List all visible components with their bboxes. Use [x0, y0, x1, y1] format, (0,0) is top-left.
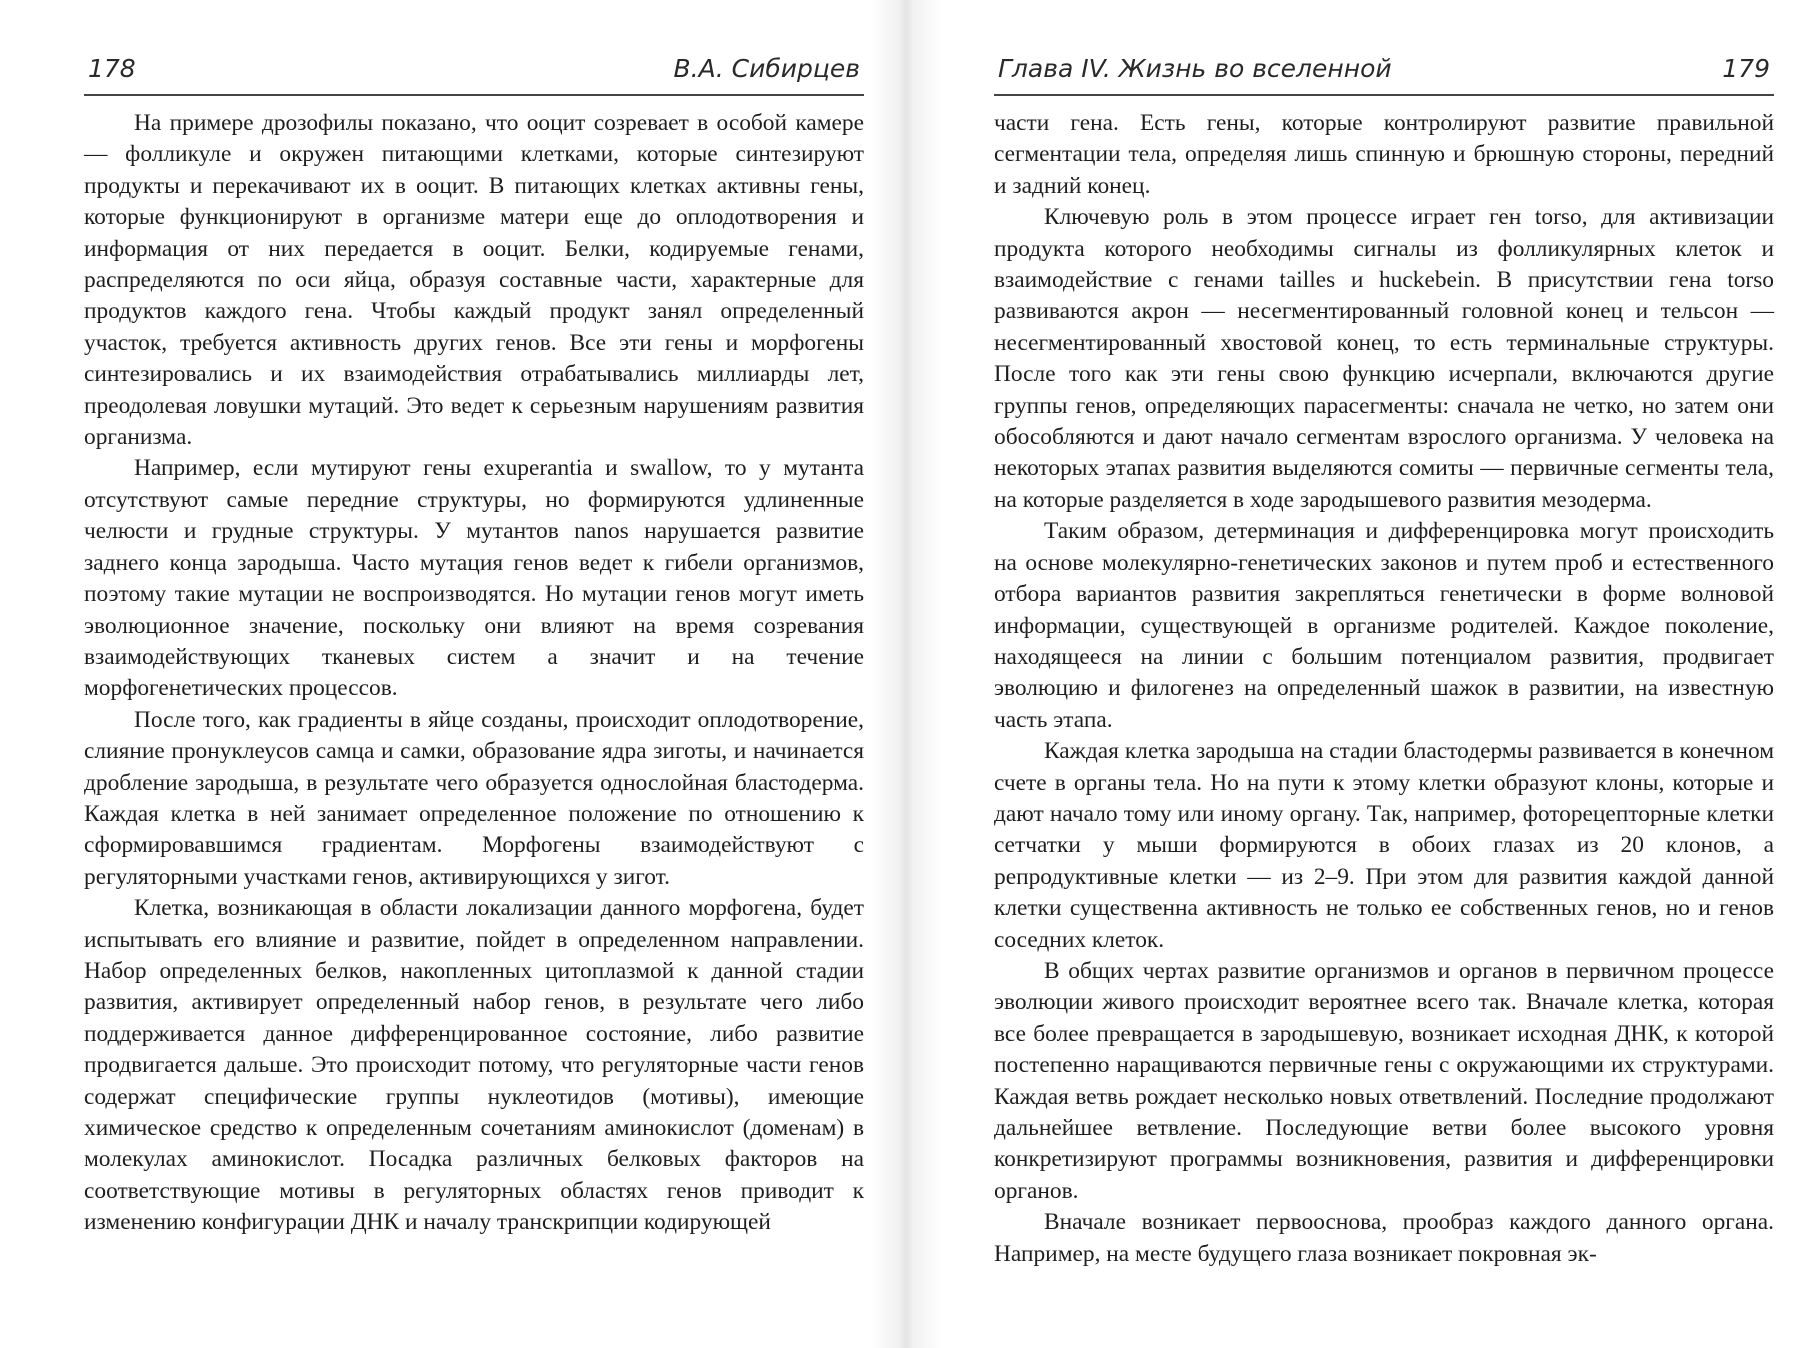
paragraph: В общих чертах развитие организмов и органов в первичном процессе эволюции живого происходит вероятнее всего так. Вначале клетка, которая все более превращается в зародышевую, возникает исходная ДНК, к которой постепенно наращиваются первичные гены с окружающими их структурами. Каждая ветвь рождает несколько новых ответвлений. Последние продолжают дальнейшее ветвление. Последующие ветви более высокого уровня конкретизируют программы возникновения, развития и дифференцировки органов. [994, 957, 1774, 1204]
left-page [84, 0, 864, 1348]
left-page-body [84, 108, 864, 1239]
paragraph: На примере дрозофилы показано, что ооцит созревает в особой камере — фолликуле и окружен питающими клетками, которые синтезируют продукты и перекачивают их в ооцит. В питающих клетках активны гены, которые функционируют в организме матери еще до оплодотворения и информация от них передается в ооцит. Белки, кодируемые генами, распределяются по оси яйца, образуя составные части, характерные для продуктов каждого гена. Чтобы каждый продукт занял определенный участок, требуется активность других генов. Все эти гены и морфогены синтезировались и их взаимодействия отрабатывались миллиарды лет, преодолевая ловушки мутаций. Это ведет к серьезным нарушениям развития организма. [84, 110, 864, 451]
left-page-header [84, 48, 864, 96]
paragraph: Ключевую роль в этом процессе играет ген torso, для активизации продукта которого необходимы сигналы из фолликулярных клеток и взаимодействие с генами tailles и huckebein. В присутствии гена torso развиваются акрон — несегментированный головной конец и тельсон — несегментированный хвостовой конец, то есть терминальные структуры. После того как эти гены свою функцию исчерпали, включаются другие группы генов, определяющих парасегменты: сначала не четко, но затем они обособляются и дают начало сегментам взрослого организма. У человека на некоторых этапах развития выделяются сомиты — первичные сегменты тела, на которые разделяется в ходе зародышевого развития мезодерма. [994, 204, 1774, 513]
right-page-body [994, 108, 1774, 1270]
right-page-header [994, 48, 1774, 96]
page-number: 178 [88, 54, 136, 83]
running-head: В.А. Сибирцев [673, 54, 860, 83]
paragraph: Клетка, возникающая в области локализации данного морфогена, будет испытывать его влияние и развитие, пойдет в определенном направлении. Набор определенных белков, накопленных цитоплазмой к данной стадии развития, активирует определенный набор генов, в результате чего либо поддерживается данное дифференцированное состояние, либо развитие продвигается дальше. Это происходит потому, что регуляторные части генов содержат специфические группы нуклеотидов (мотивы), имеющие химическое средство к определенным сочетаниям аминокислот (доменам) в молекулах аминокислот. Посадка различных белковых факторов на соответствующие мотивы в регуляторных областях генов приводит к изменению конфигурации ДНК и началу транскрипции кодирующей [84, 895, 864, 1236]
page-number: 179 [1722, 54, 1770, 83]
paragraph: После того, как градиенты в яйце созданы, происходит оплодотворение, слияние пронуклеусов самца и самки, образование ядра зиготы, и начинается дробление зародыша, в результате чего образуется однослойная бластодерма. Каждая клетка в ней занимает определенное положение по отношению к сформировавшимся градиентам. Морфогены взаимодействуют с регуляторными участками генов, активирующихся у зигот. [84, 706, 864, 890]
paragraph: Каждая клетка зародыша на стадии бластодермы развивается в конечном счете в органы тела. Но на пути к этому клетки образуют клоны, которые и дают начало тому или иному органу. Так, например, фоторецепторные клетки сетчатки у мыши формируются в обоих глазах из 20 клонов, а репродуктивные клетки — из 2–9. При этом для развития каждой данной клетки существенна активность не только ее собственных генов, но и генов соседних клеток. [994, 738, 1774, 953]
paragraph: Вначале возникает первооснова, прообраз каждого данного органа. Например, на месте будущего глаза возникает покровная эк- [994, 1209, 1774, 1267]
paragraph-continuation: части гена. Есть гены, которые контролируют развитие правильной сегментации тела, определяя лишь спинную и брюшную стороны, передний и задний конец. [994, 110, 1774, 199]
paragraph: Таким образом, детерминация и дифференцировка могут происходить на основе молекулярно-генетических законов и путем проб и естественного отбора вариантов развития закрепляться генетически в форме волновой информации, существующей в организме родителей. Каждое поколение, находящееся на линии с большим потенциалом развития, продвигает эволюцию и филогенез на определенный шажок в развитии, на известную часть этапа. [994, 518, 1774, 733]
running-head: Глава IV. Жизнь во вселенной [998, 54, 1392, 83]
book-gutter [870, 0, 942, 1348]
paragraph: Например, если мутируют гены exuperantia и swallow, то у мутанта отсутствуют самые передние структуры, но формируются удлиненные челюсти и грудные структуры. У мутантов nanos нарушается развитие заднего конца зародыша. Часто мутация генов ведет к гибели организмов, поэтому такие мутации не воспроизводятся. Но мутации генов могут иметь эволюционное значение, поскольку они влияют на время созревания взаимодействующих тканевых систем а значит и на течение морфогенетических процессов. [84, 455, 864, 702]
right-page [994, 0, 1774, 1348]
